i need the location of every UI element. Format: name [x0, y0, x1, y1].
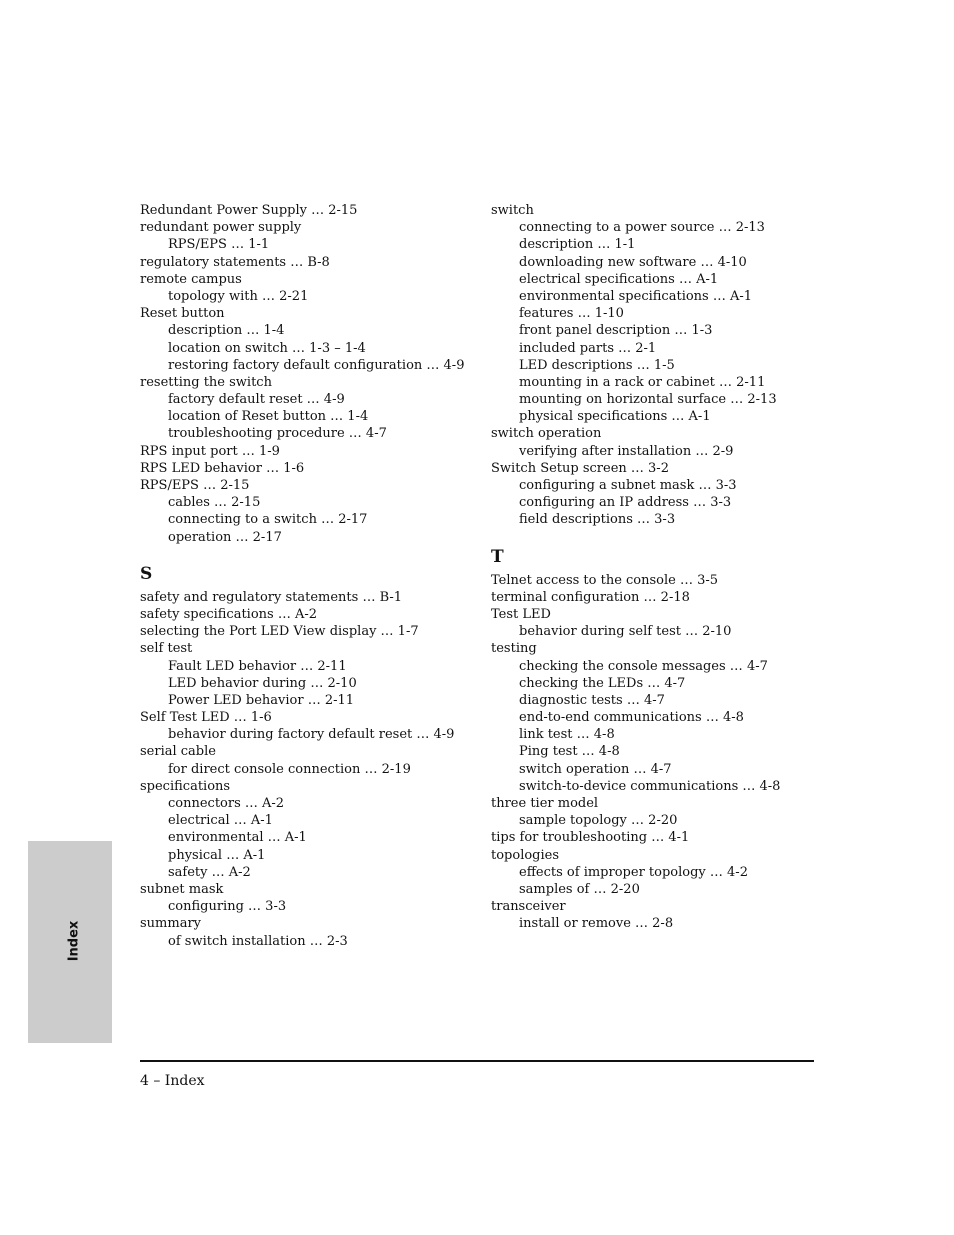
index-subentry: features … 1-10 [519, 306, 624, 322]
index-subentry: LED descriptions … 1-5 [519, 357, 675, 373]
index-subentry: downloading new software … 4-10 [519, 254, 747, 270]
index-section-letter: S [140, 563, 153, 584]
index-subentry: mounting in a rack or cabinet … 2-11 [519, 374, 766, 390]
index-subentry: connectors … A-2 [168, 796, 285, 811]
index-subentry: behavior during factory default reset … 4-9 [168, 727, 455, 743]
index-entry: Redundant Power Supply … 2-15 [140, 203, 358, 218]
footer-rule [140, 1060, 814, 1062]
index-subentry: switch-to-device communications … 4-8 [519, 778, 781, 794]
index-tab-label: Index [66, 920, 82, 962]
index-entry: specifications [140, 778, 231, 794]
index-entry: RPS/EPS … 2-15 [140, 478, 250, 493]
index-subentry: operation … 2-17 [168, 529, 282, 545]
index-subentry: RPS/EPS … 1-1 [168, 237, 270, 253]
index-subentry: physical specifications … A-1 [519, 409, 711, 425]
index-entry: tips for troubleshooting … 4-1 [491, 830, 690, 846]
index-subentry: electrical specifications … A-1 [519, 271, 719, 287]
index-subentry: safety … A-2 [168, 864, 251, 880]
index-entry: RPS LED behavior … 1-6 [140, 460, 305, 476]
index-entry: safety specifications … A-2 [140, 606, 318, 622]
index-subentry: environmental specifications … A-1 [519, 288, 753, 304]
index-entry: RPS input port … 1-9 [140, 443, 280, 459]
index-subentry: of switch installation … 2-3 [168, 933, 348, 949]
index-subentry: configuring … 3-3 [168, 899, 287, 915]
index-subentry: cables … 2-15 [168, 495, 261, 511]
index-entry: safety and regulatory statements … B-1 [140, 589, 403, 605]
page-footer: 4 – Index [140, 1073, 205, 1089]
index-subentry: field descriptions … 3-3 [519, 512, 676, 528]
index-subentry: location on switch … 1-3 – 1-4 [168, 340, 366, 356]
index-entry: topologies [491, 847, 560, 863]
index-subentry: front panel description … 1-3 [519, 323, 713, 339]
index-subentry: checking the console messages … 4-7 [519, 658, 768, 674]
index-subentry: verifying after installation … 2-9 [519, 443, 734, 459]
index-subentry: Fault LED behavior … 2-11 [168, 658, 347, 674]
index-entry: Test LED [491, 606, 551, 622]
index-subentry: factory default reset … 4-9 [168, 392, 345, 408]
index-entry: switch operation [491, 426, 602, 442]
index-subentry: physical … A-1 [168, 847, 266, 863]
index-subentry: link test … 4-8 [519, 727, 615, 743]
index-subentry: included parts … 2-1 [519, 340, 657, 356]
index-subentry: sample topology … 2-20 [519, 813, 678, 829]
index-subentry: description … 1-4 [168, 323, 285, 339]
index-subentry: samples of … 2-20 [519, 881, 640, 897]
index-section-letter: T [491, 546, 504, 567]
index-column-left [140, 202, 480, 950]
index-subentry: end-to-end communications … 4-8 [519, 710, 744, 726]
index-subentry: Ping test … 4-8 [519, 744, 620, 760]
index-entry: Switch Setup screen … 3-2 [491, 460, 669, 476]
index-entry: resetting the switch [140, 374, 272, 390]
index-entry: serial cable [140, 744, 216, 760]
index-subentry: electrical … A-1 [168, 813, 273, 829]
index-entry: Self Test LED … 1-6 [140, 710, 272, 726]
index-subentry: effects of improper topology … 4-2 [519, 864, 748, 880]
index-subentry: configuring an IP address … 3-3 [519, 495, 732, 511]
index-subentry: environmental … A-1 [168, 830, 307, 846]
index-entry: selecting the Port LED View display … 1-7 [140, 624, 419, 640]
index-entry: summary [140, 916, 202, 932]
index-column-right [491, 202, 821, 933]
index-subentry: connecting to a switch … 2-17 [168, 512, 368, 528]
index-subentry: install or remove … 2-8 [519, 916, 674, 932]
index-entry: terminal configuration … 2-18 [491, 589, 690, 605]
index-entry: transceiver [491, 899, 566, 915]
index-subentry: topology with … 2-21 [168, 288, 309, 304]
index-entry: Reset button [140, 306, 225, 322]
index-subentry: diagnostic tests … 4-7 [519, 692, 665, 708]
index-subentry: troubleshooting procedure … 4-7 [168, 426, 387, 442]
index-subentry: connecting to a power source … 2-13 [519, 220, 765, 236]
index-entry: redundant power supply [140, 220, 302, 236]
index-subentry: behavior during self test … 2-10 [519, 624, 732, 640]
index-entry: subnet mask [140, 881, 224, 897]
index-subentry: Power LED behavior … 2-11 [168, 692, 355, 708]
index-subentry: location of Reset button … 1-4 [168, 409, 369, 425]
index-subentry: description … 1-1 [519, 237, 636, 253]
index-entry: self test [140, 641, 193, 657]
index-subentry: for direct console connection … 2-19 [168, 761, 411, 777]
index-subentry: mounting on horizontal surface … 2-13 [519, 392, 777, 408]
index-entry: testing [491, 641, 537, 657]
index-entry: regulatory statements … B-8 [140, 254, 330, 270]
index-subentry: LED behavior during … 2-10 [168, 675, 357, 691]
index-subentry: switch operation … 4-7 [519, 761, 672, 777]
index-subentry: restoring factory default configuration … 4-9 [168, 357, 465, 373]
index-entry: three tier model [491, 796, 599, 811]
index-subentry: checking the LEDs … 4-7 [519, 675, 686, 691]
index-entry: remote campus [140, 271, 242, 287]
index-subentry: configuring a subnet mask … 3-3 [519, 478, 737, 493]
index-entry: Telnet access to the console … 3-5 [491, 572, 719, 588]
index-entry: switch [491, 203, 534, 218]
